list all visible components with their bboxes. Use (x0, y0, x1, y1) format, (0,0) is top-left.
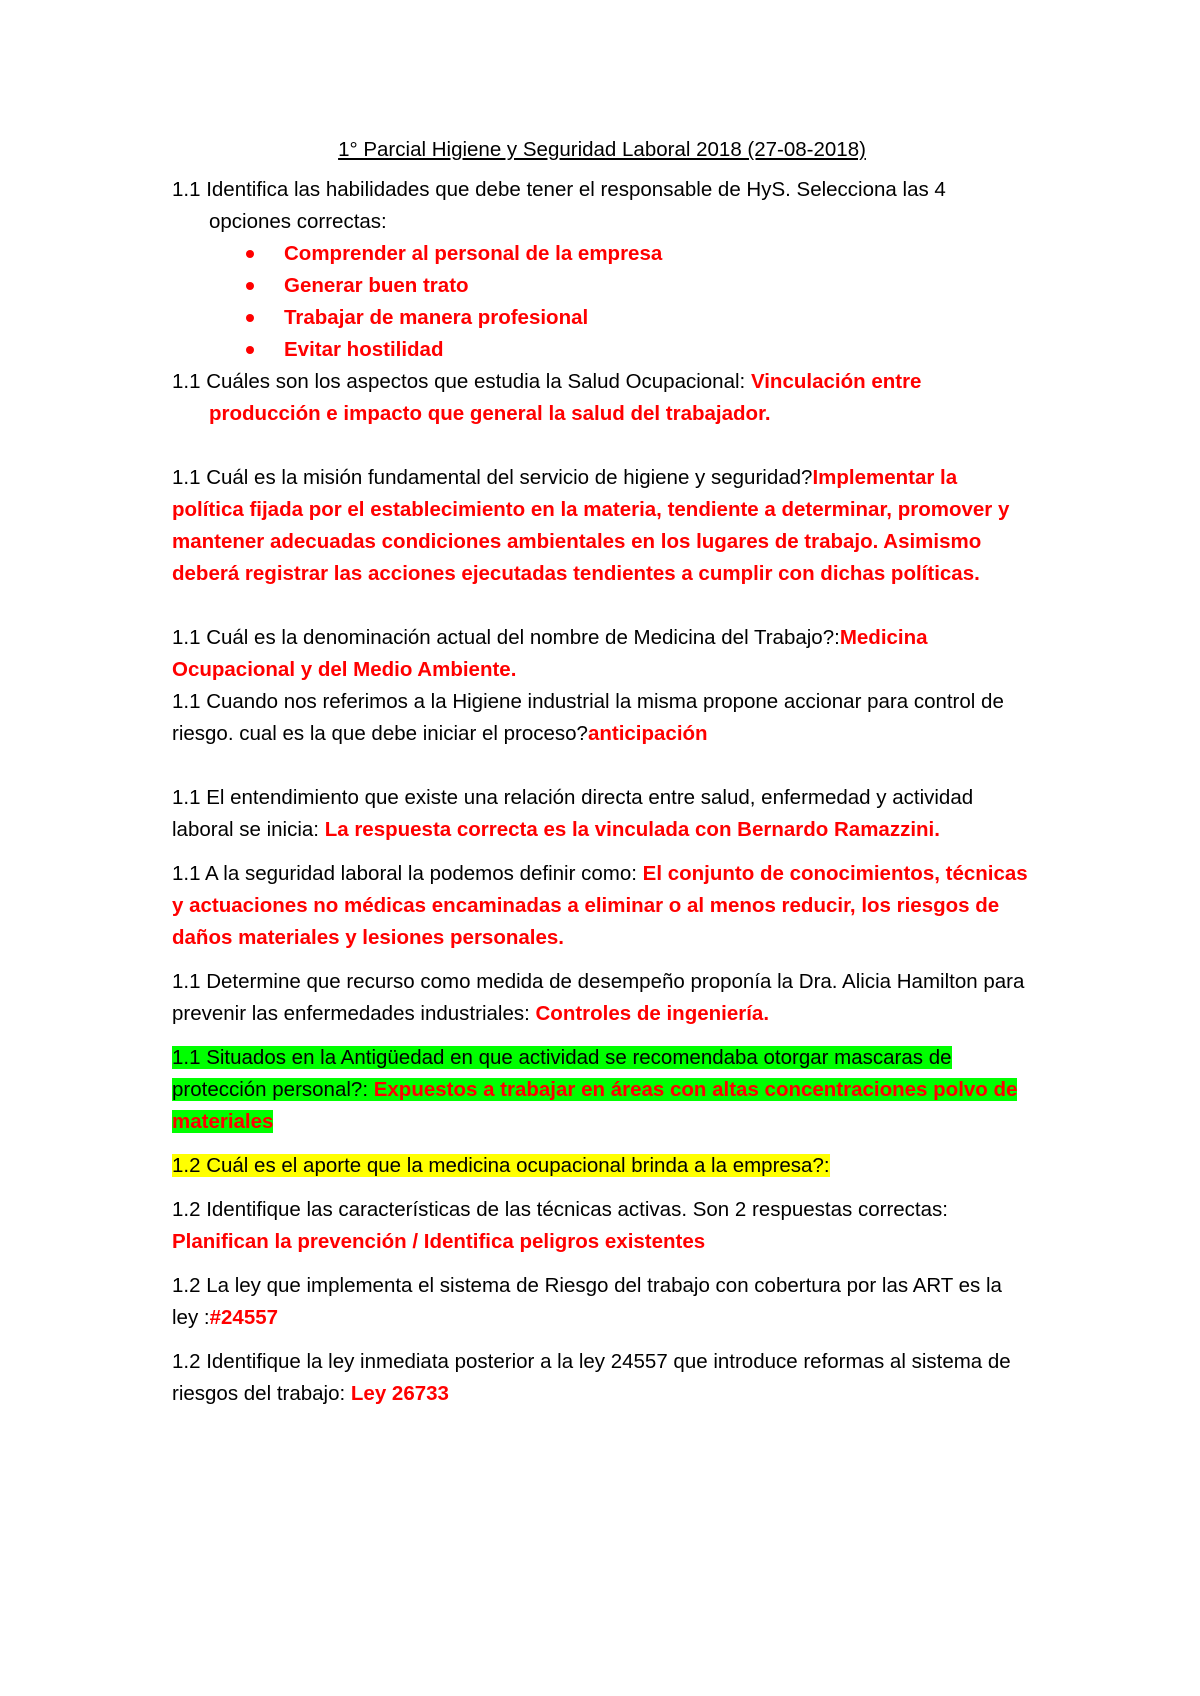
answer-12: #24557 (209, 1306, 279, 1329)
question-block-9 (172, 1042, 1032, 1138)
question-8-text: 1.1 Determine que recurso como medida de desempeño proponía la Dra. Alicia Hamilton para prevenir las enfermedades industriales: (172, 970, 1025, 1025)
answer-11: Planifican la prevención / Identifica peligros existentes (172, 1230, 706, 1253)
question-12-text: 1.2 La ley que implementa el sistema de Riesgo del trabajo con cobertura por las ART es la ley : (172, 1274, 1002, 1329)
option-item: Comprender al personal de la empresa (246, 238, 1032, 270)
bullet-dot-icon (246, 346, 254, 354)
bullet-dot-icon (246, 250, 254, 258)
question-block-7 (172, 858, 1032, 954)
answer-2: Vinculación entre producción e impacto que general la salud del trabajador. (209, 370, 922, 425)
question-4-text: 1.1 Cuál es la denominación actual del nombre de Medicina del Trabajo?: (172, 626, 840, 649)
question-2-text: 1.1 Cuáles son los aspectos que estudia la Salud Ocupacional: (172, 370, 751, 393)
question-block-3 (172, 462, 1032, 590)
question-block-8 (172, 966, 1032, 1030)
question-10-text: 1.2 Cuál es el aporte que la medicina ocupacional brinda a la empresa?: (172, 1154, 830, 1177)
answer-4: Medicina Ocupacional y del Medio Ambiente. (172, 626, 928, 681)
question-7-text: 1.1 A la seguridad laboral la podemos definir como: (172, 862, 643, 885)
question-1-options (172, 238, 1032, 366)
question-block-1 (172, 174, 1032, 366)
question-3-text: 1.1 Cuál es la misión fundamental del servicio de higiene y seguridad? (172, 466, 813, 489)
question-block-13 (172, 1346, 1032, 1410)
answer-6: La respuesta correcta es la vinculada con Bernardo Ramazzini. (324, 818, 940, 841)
question-block-4 (172, 622, 1032, 686)
answer-9: Expuestos a trabajar en áreas con altas concentraciones polvo de materiales (172, 1078, 1018, 1133)
question-block-12 (172, 1270, 1032, 1334)
question-9-text: 1.1 Situados en la Antigüedad en que actividad se recomendaba otorgar mascaras de protección personal?: (172, 1046, 952, 1101)
question-13-text: 1.2 Identifique la ley inmediata posterior a la ley 24557 que introduce reformas al sistema de riesgos del trabajo: (172, 1350, 1011, 1405)
question-11-text: 1.2 Identifique las características de las técnicas activas. Son 2 respuestas correctas: (172, 1198, 948, 1221)
document-page (172, 134, 1032, 1410)
option-item: Generar buen trato (246, 270, 1032, 302)
question-block-11 (172, 1194, 1032, 1258)
question-block-6 (172, 782, 1032, 846)
question-block-2 (172, 366, 1032, 430)
question-block-5 (172, 686, 1032, 750)
question-5-text: 1.1 Cuando nos referimos a la Higiene industrial la misma propone accionar para control de riesgo. cual es la que debe iniciar el proceso? (172, 690, 1004, 745)
answer-13: Ley 26733 (350, 1382, 449, 1405)
question-block-10 (172, 1150, 1032, 1182)
option-item: Trabajar de manera profesional (246, 302, 1032, 334)
question-1-text: 1.1 Identifica las habilidades que debe tener el responsable de HyS. Selecciona las 4 opciones correctas: (172, 178, 946, 233)
bullet-dot-icon (246, 314, 254, 322)
answer-5: anticipación (587, 722, 708, 745)
answer-3: Implementar la política fijada por el establecimiento en la materia, tendiente a determinar, promover y mantener adecuadas condiciones ambientales en los lugares de trabajo. Asimismo deberá registrar las acciones ejecutadas tendientes a cumplir con dichas políticas. (172, 466, 1010, 585)
option-item: Evitar hostilidad (246, 334, 1032, 366)
bullet-dot-icon (246, 282, 254, 290)
question-6-text: 1.1 El entendimiento que existe una relación directa entre salud, enfermedad y actividad laboral se inicia: (172, 786, 974, 841)
answer-8: Controles de ingeniería. (535, 1002, 770, 1025)
document-title: 1° Parcial Higiene y Seguridad Laboral 2018 (27-08-2018) (338, 138, 866, 161)
answer-7: El conjunto de conocimientos, técnicas y actuaciones no médicas encaminadas a eliminar o al menos reducir, los riesgos de daños materiales y lesiones personales. (172, 862, 1028, 949)
